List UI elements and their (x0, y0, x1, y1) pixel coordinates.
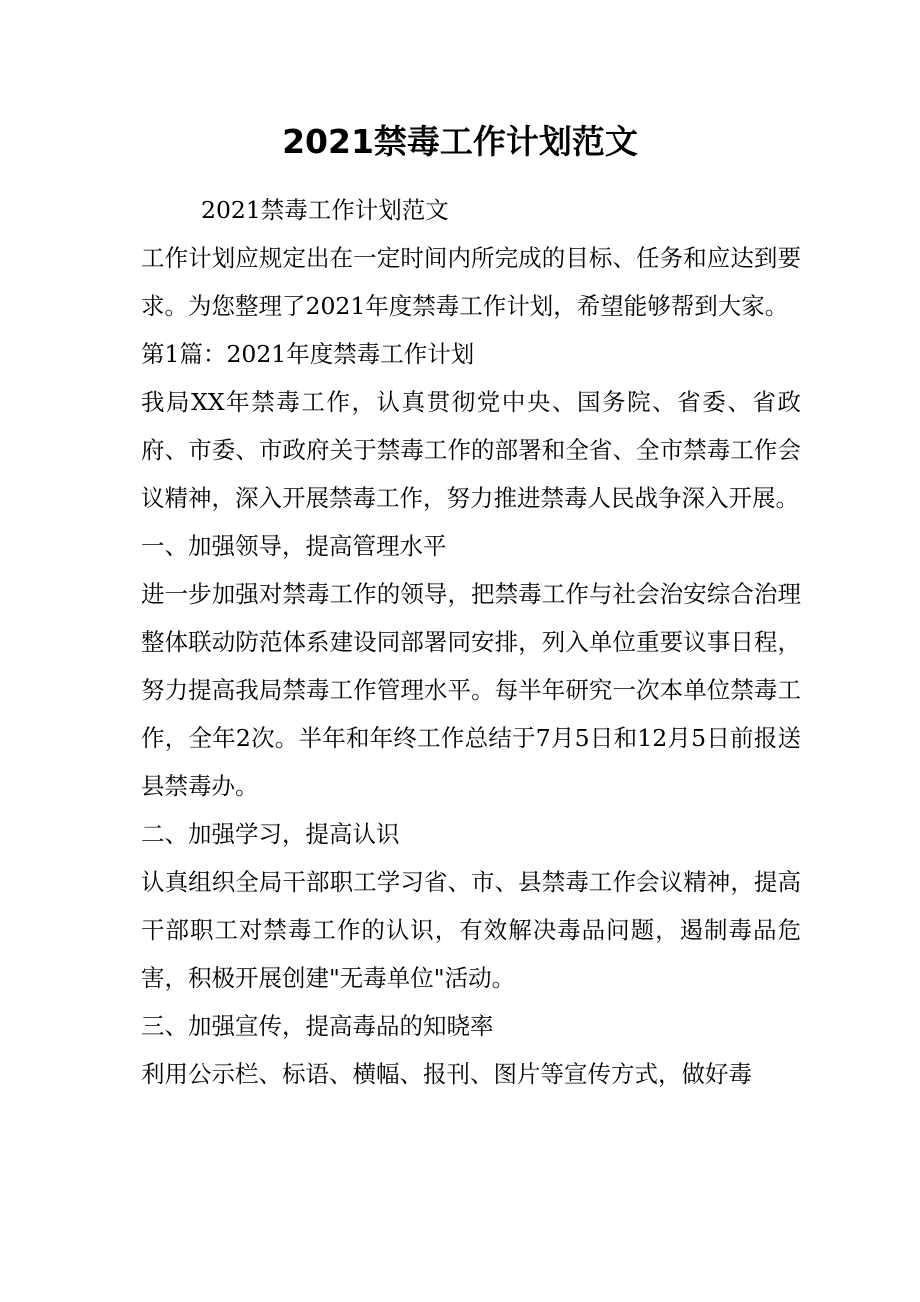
section-heading-3: 三、加强宣传，提高毒品的知晓率 (141, 1012, 494, 1040)
document-body (141, 186, 801, 1098)
overview-paragraph: 我局XX年禁毒工作，认真贯彻党中央、国务院、省委、省政府、市委、市政府关于禁毒工作的部署和全省、全市禁毒工作会议精神，深入开展禁毒工作，努力推进禁毒人民战争深入开展。 (141, 388, 801, 512)
document-title: 2021禁毒工作计划范文 (282, 122, 638, 161)
section-heading-1: 一、加强领导，提高管理水平 (141, 532, 447, 560)
section-paragraph-1: 进一步加强对禁毒工作的领导，把禁毒工作与社会治安综合治理整体联动防范体系建设同部署同安排，列入单位重要议事日程，努力提高我局禁毒工作管理水平。每半年研究一次本单位禁毒工作，全年2次。半年和年终工作总结于7月5日和12月5日前报送县禁毒办。 (141, 580, 801, 800)
section-heading-2: 二、加强学习，提高认识 (141, 820, 400, 848)
intro-paragraph: 工作计划应规定出在一定时间内所完成的目标、任务和应达到要求。为您整理了2021年度禁毒工作计划，希望能够帮到大家。 (141, 244, 801, 320)
section-paragraph-2: 认真组织全局干部职工学习省、市、县禁毒工作会议精神，提高干部职工对禁毒工作的认识，有效解决毒品问题，遏制毒品危害，积极开展创建"无毒单位"活动。 (141, 868, 801, 992)
subtitle-paragraph: 2021禁毒工作计划范文 (201, 196, 449, 224)
section-paragraph-3: 利用公示栏、标语、横幅、报刊、图片等宣传方式，做好毒 (141, 1060, 752, 1088)
chapter-heading: 第1篇：2021年度禁毒工作计划 (141, 340, 475, 368)
